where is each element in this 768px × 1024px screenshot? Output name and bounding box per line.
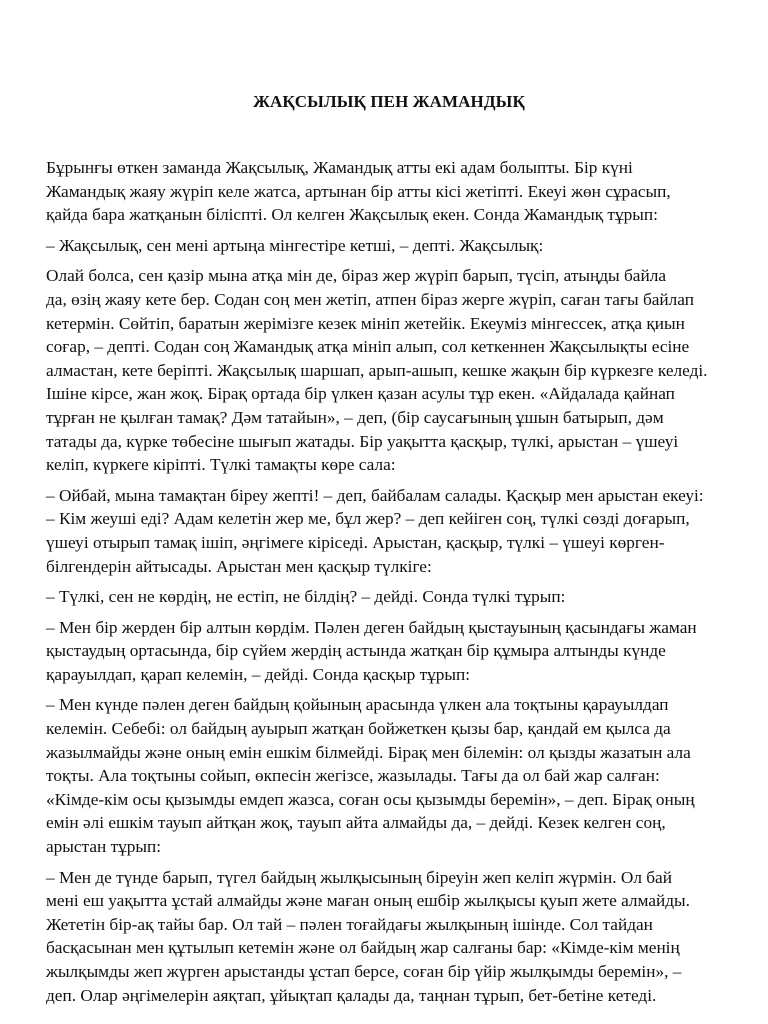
paragraph: – Ойбай, мына тамақтан біреу жепті! – деп, байбалам салады. Қасқыр мен арыстан екеуі: – Кім жеуші еді? Адам келетін жер ме, бұл жер? – деп кейіген соң, түлкі сөзді доғарып, үшеуі отырып тамақ ішіп, әңгімеге кіріседі. Арыстан, қасқыр, түлкі – үшеуі көрген- білгендерін айтысады. Арыстан мен қасқыр түлкіге: xyxy=(46,485,704,576)
paragraph: – Мен бір жерден бір алтын көрдім. Пәлен деген байдың қыстауының қасындағы жаман қыстаудың ортасында, бір сүйем жердің астында жатқан бір құмыра алтынды күнде қарауылдап, қарап келемін, – дейді. Сонда қасқыр тұрып: xyxy=(46,617,697,684)
paragraph: – Мен де түнде барып, түгел байдың жылқысының біреуін жеп келіп жүрмін. Ол бай мені еш уақытта ұстай алмайды және маған оның ешбір жылқысы қуып жете алмайды. Жететін бір-ақ тайы бар. Ол тай – пәлен тоғайдағы жылқының ішінде. Сол тайдан басқасынан мен құтылып кетемін және ол байдың жар салғаны бар: «Кімде-кім менің жылқымды жеп жүрген арыстанды ұстап берсе, соған бір үйір жылқымды беремін», – деп. Олар әңгімелерін аяқтап, ұйықтап қалады да, таңнан тұрып, бет-бетіне кетеді. xyxy=(46,867,690,1005)
paragraph: – Мен күнде пәлен деген байдың қойының арасында үлкен ала тоқтыны қарауылдап келемін. Себебі: ол байдың ауырып жатқан бойжеткен қызы бар, қандай ем қылса да жазылмайды және оның емін ешкім білмейді. Бірақ мен білемін: ол қызды жазатын ала тоқты. Ала тоқтыны сойып, өкпесін жегізсе, жазылады. Тағы да ол бай жар салған: «Кімде-кім осы қызымды емдеп жазса, соған осы қызымды беремін», – деп. Бірақ оның емін әлі ешкім тауып айтқан жоқ, тауып айта алмайды да, – дейді. Кезек келген соң, арыстан тұрып: xyxy=(46,695,695,857)
paragraph: – Түлкі, сен не көрдің, не естіп, не білдің? – дейді. Сонда түлкі тұрып: xyxy=(46,587,566,607)
paragraph: Бұрынғы өткен заманда Жақсылық, Жамандық атты екі адам болыпты. Бір күні Жамандық жаяу жүріп келе жатса, артынан бір атты кісі жетіпті. Екеуі жөн сұрасып, қайда бара жатқанын біліспті. Ол келген Жақсылық екен. Сонда Жамандық тұрып: xyxy=(46,158,671,225)
paragraph: – Жақсылық, сен мені артыңа мінгестіре кетші, – депті. Жақсылық: xyxy=(46,235,544,255)
paragraph: Олай болса, сен қазір мына атқа мін де, біраз жер жүріп барып, түсіп, атыңды байла да, өзің жаяу кете бер. Содан соң мен жетіп, атпен біраз жерге жүріп, саған тағы байлап кетермін. Сөйтіп, баратын жерімізге кезек мініп жетейік. Екеуміз мінгессек, атқа қиын соғар, – депті. Содан соң Жамандық атқа мініп алып, сол кеткеннен Жақсылықты есіне алмастан, кете беріпті. Жақсылық шаршап, арып-ашып, кешке жақын бір күркезге келеді. Ішіне кірсе, жан жоқ. Бірақ ортада бір үлкен қазан асулы тұр екен. «Айдалада қайнап тұрған не қылған тамақ? Дәм татайын», – деп, (бір саусағының ұшын батырып, дәм татады да, күрке төбесіне шығып жатады. Бір уақытта қасқыр, түлкі, арыстан – үшеуі келіп, күркеге кіріпті. Түлкі тамақты көре сала: xyxy=(46,266,708,475)
document-title: ЖАҚСЫЛЫҚ ПЕН ЖАМАНДЫҚ xyxy=(253,92,525,111)
document-body xyxy=(46,156,732,1007)
